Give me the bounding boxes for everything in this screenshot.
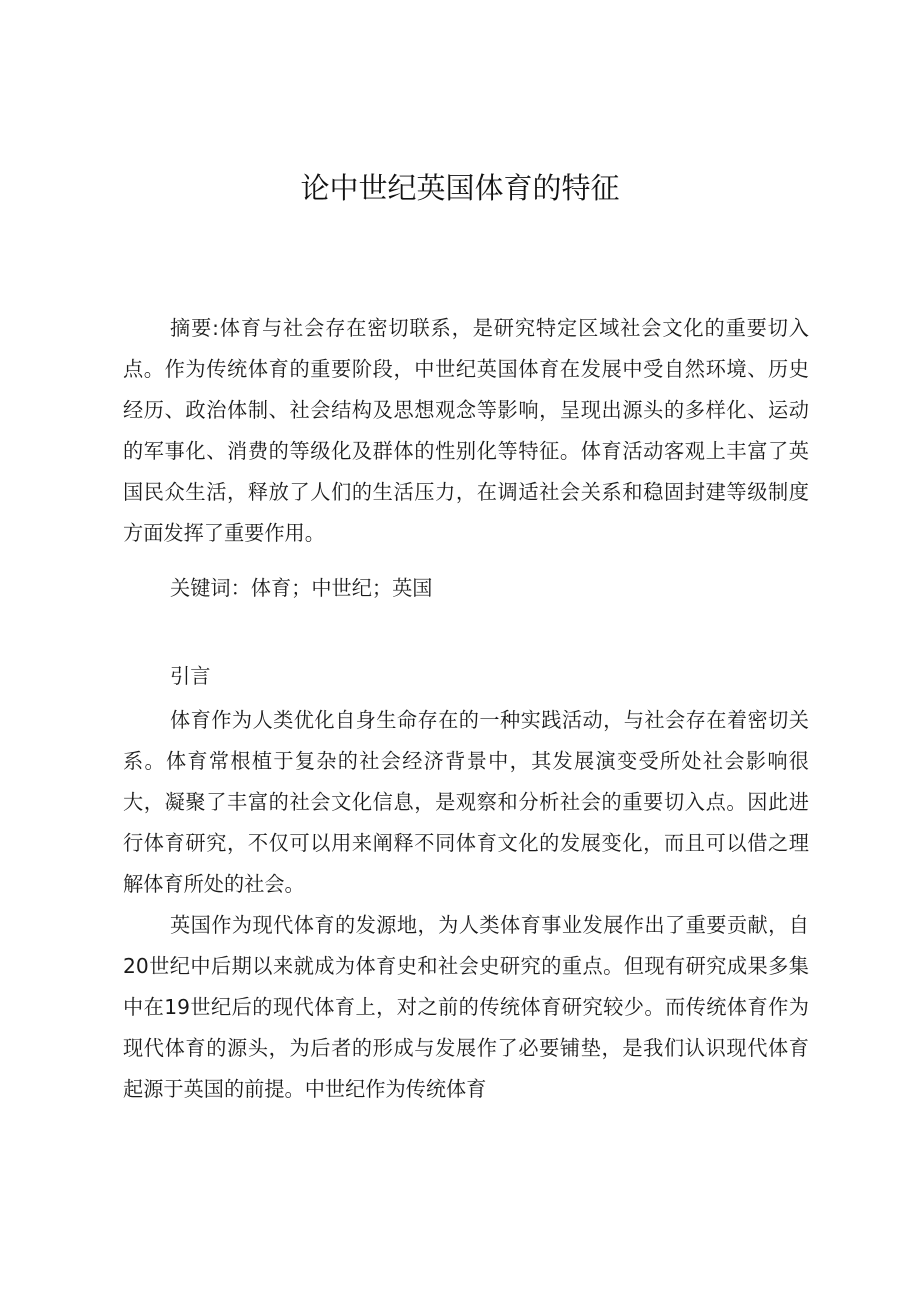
keywords-label: 关键词： xyxy=(170,576,251,600)
keywords-text: 体育；中世纪；英国 xyxy=(250,576,433,600)
document-title: 论中世纪英国体育的特征 xyxy=(300,171,620,205)
intro-paragraph-1: 体育作为人类优化自身生命存在的一种实践活动，与社会存在着密切关系。体育常根植于复杂的社会经济背景中，其发展演变受所处社会影响很大，凝聚了丰富的社会文化信息，是观察和分析社会的重要切入点。因此进行体育研究，不仅可以用来阐释不同体育文化的发展变化，而且可以借之理解体育所处的社会。 xyxy=(123,708,809,896)
abstract-text: 体育与社会存在密切联系，是研究特定区域社会文化的重要切入点。作为传统体育的重要阶段，中世纪英国体育在发展中受自然环境、历史经历、政治体制、社会结构及思想观念等影响，呈现出源头的多样化、运动的军事化、消费的等级化及群体的性别化等特征。体育活动客观上丰富了英国民众生活，释放了人们的生活压力，在调适社会关系和稳固封建等级制度方面发挥了重要作用。 xyxy=(123,316,809,545)
abstract-paragraph xyxy=(123,308,809,554)
intro-heading: 引言 xyxy=(170,664,211,688)
keywords-line xyxy=(123,568,809,609)
keywords-section xyxy=(123,568,809,609)
intro-heading-section xyxy=(123,656,809,697)
abstract-label: 摘要: xyxy=(170,316,219,340)
abstract-section xyxy=(123,308,809,554)
intro-section xyxy=(123,700,809,1110)
intro-paragraph-2: 英国作为现代体育的发源地，为人类体育事业发展作出了重要贡献，自20世纪中后期以来就成为体育史和社会史研究的重点。但现有研究成果多集中在19世纪后的现代体育上，对之前的传统体育研究较少。而传统体育作为现代体育的源头，为后者的形成与发展作了必要铺垫，是我们认识现代体育起源于英国的前提。中世纪作为传统体育 xyxy=(123,913,809,1101)
